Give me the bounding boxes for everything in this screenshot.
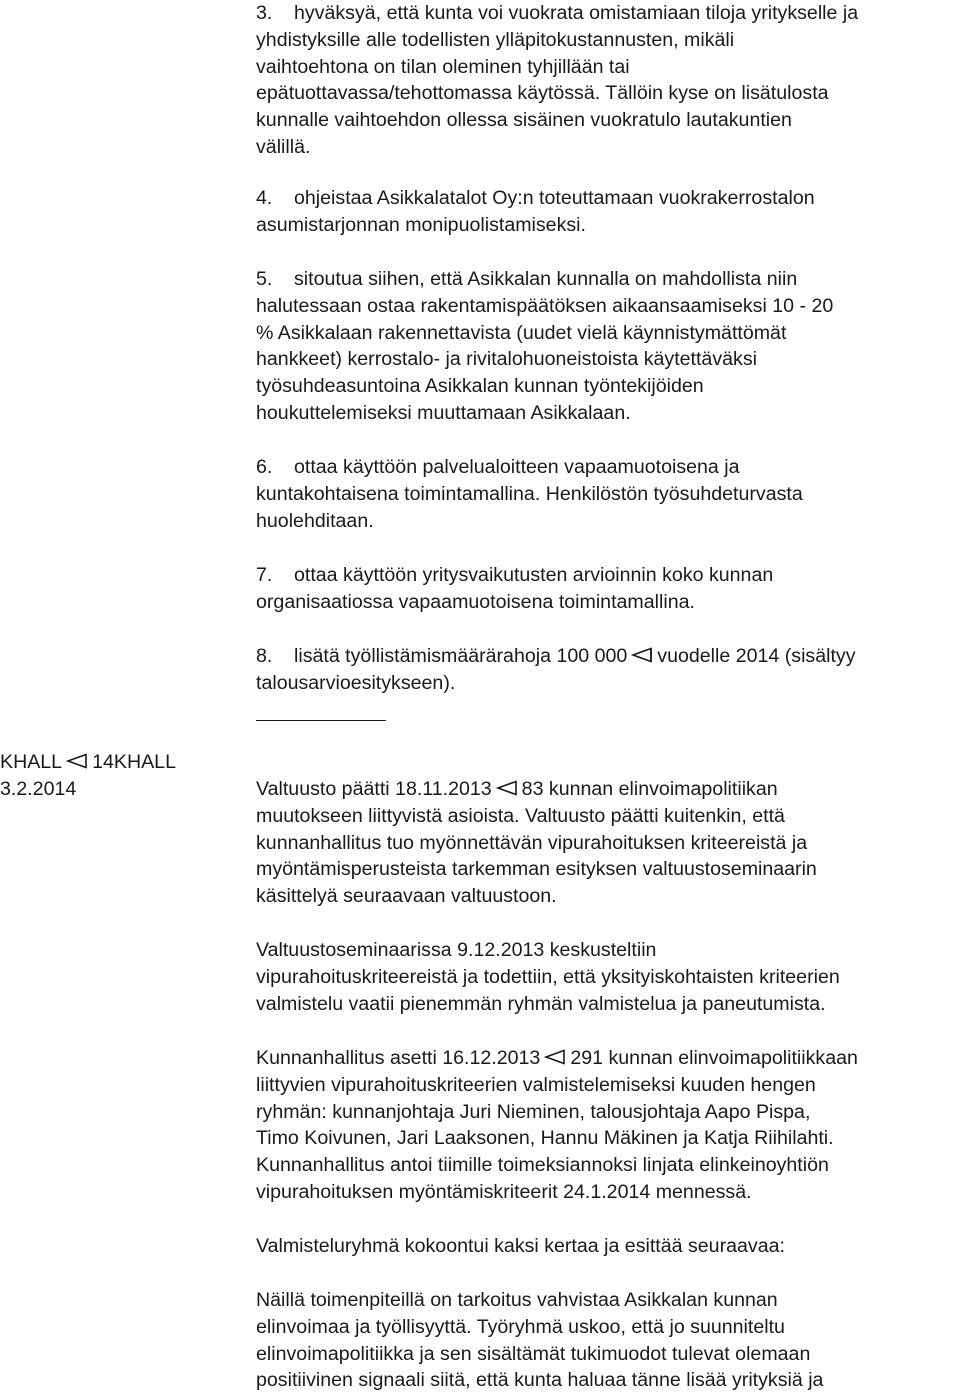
list-text-line: vaihtoehtona on tilan oleminen tyhjillään tai (256, 55, 630, 78)
list-text-line: sitoutua siihen, että Asikkalan kunnalla on mahdollista niin (294, 268, 798, 290)
list-item-6 (256, 454, 956, 534)
list-item-3 (256, 0, 956, 161)
paragraph-line: Timo Koivunen, Jari Laaksonen, Hannu Mäkinen ja Katja Riihilahti. (256, 1127, 834, 1150)
list-text-line: houkuttelemiseksi muuttamaan Asikkalaan. (256, 401, 631, 424)
list-text-segment: lisätä työllistämismäärärahoja 100 000 (294, 645, 628, 667)
meeting-date: 3.2.2014 (0, 778, 77, 800)
paragraph-line: positiivinen signaali siitä, että kunta haluaa tänne lisää yrityksiä ja (256, 1369, 824, 1392)
list-text-line: ohjeistaa Asikkalatalot Oy:n toteuttamaan vuokrakerrostalon (294, 187, 815, 209)
paragraph-segment: 291 kunnan elinvoimapolitiikkaan (570, 1047, 858, 1069)
list-text-line: kuntakohtaisena toimintamallina. Henkilöstön työsuhdeturvasta (256, 482, 803, 505)
meeting-suffix: 14KHALL (92, 751, 176, 773)
paragraph-line: Valmisteluryhmä kokoontui kaksi kertaa ja esittää seuraavaa: (256, 1235, 785, 1257)
list-text-line: % Asikkalaan rakennettavista (uudet vielä käynnistymättömät (256, 321, 787, 344)
paragraph-line: vipurahoituksen myöntämiskriteerit 24.1.2014 mennessä. (256, 1180, 752, 1203)
paragraph-3 (256, 1045, 956, 1206)
list-text-line: ottaa käyttöön palvelualoitteen vapaamuotoisena ja (294, 456, 740, 478)
list-text-line: hyväksyä, että kunta voi vuokrata omistamiaan tiloja yritykselle ja (294, 2, 859, 24)
paragraph-line: muutokseen liittyvistä asioista. Valtuusto päätti kuitenkin, että (256, 804, 785, 827)
reference-arrow-icon (544, 1049, 566, 1065)
paragraph-1 (256, 776, 956, 910)
list-text-line: välillä. (256, 135, 311, 158)
list-text-line: halutessaan ostaa rakentamispäätöksen aikaansaamiseksi 10 - 20 (256, 294, 834, 317)
list-item-7 (256, 562, 956, 616)
list-text-line: ottaa käyttöön yritysvaikutusten arvioinnin koko kunnan (294, 564, 774, 586)
paragraph-line: käsittelyä seuraavaan valtuustoon. (256, 885, 557, 908)
section-divider (256, 720, 386, 721)
list-number: 8. (256, 645, 273, 667)
meeting-reference (0, 749, 176, 776)
paragraph-line: ryhmän: kunnanjohtaja Juri Nieminen, talousjohtaja Aapo Pispa, (256, 1100, 811, 1123)
paragraph-4 (256, 1233, 956, 1260)
reference-arrow-icon (496, 780, 518, 796)
paragraph-line: elinvoimapolitiikka ja sen sisältämät tukimuodot tulevat olemaan (256, 1342, 811, 1365)
list-text-line: talousarvioesitykseen). (256, 671, 456, 694)
reference-arrow-icon (631, 647, 653, 663)
list-text-line: työsuhdeasuntoina Asikkalan kunnan työntekijöiden (256, 375, 704, 398)
paragraph-line: valmistelu vaatii pienemmän ryhmän valmistelua ja paneutumista. (256, 992, 826, 1015)
paragraph-2 (256, 937, 956, 1017)
paragraph-segment: 83 kunnan elinvoimapolitiikan (521, 778, 778, 800)
list-text-line: hankkeet) kerrostalo- ja rivitalohuoneistoista käytettäväksi (256, 348, 757, 371)
list-text-line: kunnalle vaihtoehdon ollessa sisäinen vuokratulo lautakuntien (256, 109, 792, 132)
meeting-prefix: KHALL (0, 751, 63, 773)
list-text-line: asumistarjonnan monipuolistamiseksi. (256, 213, 586, 236)
paragraph-segment: Valtuusto päätti 18.11.2013 (256, 778, 492, 800)
list-number: 3. (256, 2, 273, 24)
paragraph-5 (256, 1287, 956, 1394)
paragraph-line: vipurahoituskriteereistä ja todettiin, että yksityiskohtaisten kriteerien (256, 965, 840, 988)
list-text-line: organisaatiossa vapaamuotoisena toimintamallina. (256, 590, 695, 613)
list-item-5 (256, 266, 956, 427)
list-text-line: huolehditaan. (256, 509, 374, 532)
list-number: 7. (256, 564, 273, 586)
list-item-8 (256, 643, 956, 697)
list-item-4 (256, 185, 956, 239)
paragraph-line: myöntämisperusteista tarkemman esityksen valtuustoseminaarin (256, 858, 817, 881)
list-number: 5. (256, 268, 273, 290)
list-text-line: epätuottavassa/tehottomassa käytössä. Tällöin kyse on lisätulosta (256, 82, 829, 105)
paragraph-line: Valtuustoseminaarissa 9.12.2013 keskusteltiin (256, 939, 657, 961)
paragraph-line: Kunnanhallitus antoi tiimille toimeksiannoksi linjata elinkeinoyhtiön (256, 1154, 829, 1177)
reference-arrow-icon (66, 753, 88, 769)
paragraph-segment: Kunnanhallitus asetti 16.12.2013 (256, 1047, 541, 1069)
paragraph-line: kunnanhallitus tuo myönnettävän vipurahoituksen kriteereistä ja (256, 831, 808, 854)
list-number: 4. (256, 187, 273, 209)
list-text-segment: vuodelle 2014 (sisältyy (657, 645, 856, 667)
paragraph-line: elinvoimaa ja työllisyyttä. Työryhmä uskoo, että jo suunniteltu (256, 1315, 785, 1338)
list-text-line: yhdistyksille alle todellisten ylläpitokustannusten, mikäli (256, 28, 735, 51)
list-number: 6. (256, 456, 273, 478)
paragraph-line: Näillä toimenpiteillä on tarkoitus vahvistaa Asikkalan kunnan (256, 1289, 778, 1311)
paragraph-line: liittyvien vipurahoituskriteerien valmistelemiseksi kuuden hengen (256, 1073, 816, 1096)
